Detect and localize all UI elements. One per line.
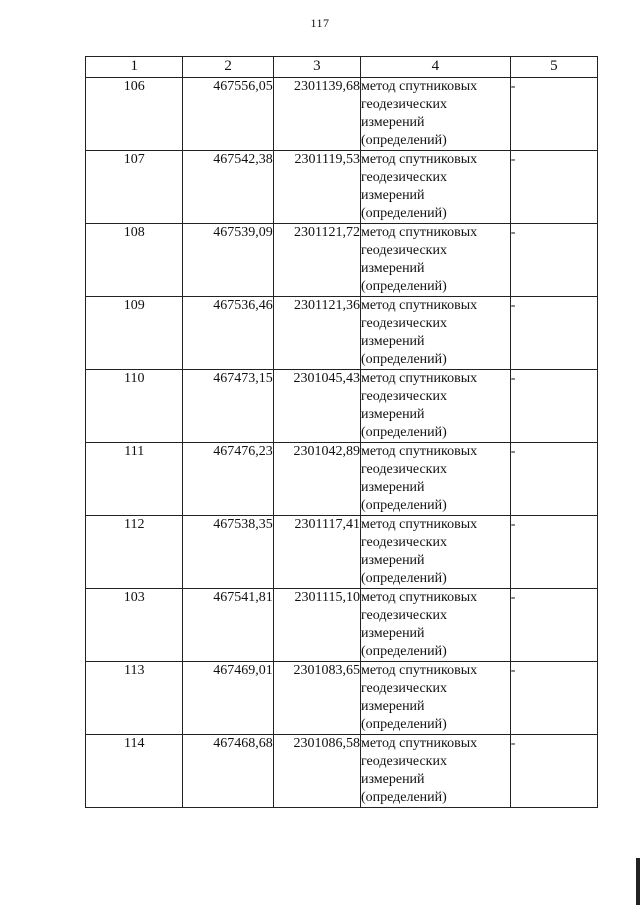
method-line: геодезических <box>360 754 447 769</box>
coordinate-x: 467541,81 <box>183 589 273 662</box>
column-header: 3 <box>273 57 360 78</box>
method-line: геодезических <box>360 462 447 477</box>
method-line: (определений) <box>360 352 447 367</box>
method-line: (определений) <box>360 425 447 440</box>
coordinate-y: 2301042,89 <box>273 443 360 516</box>
method-line: (определений) <box>360 279 447 294</box>
table-row <box>86 662 598 735</box>
point-number: 114 <box>86 735 183 808</box>
table-row <box>86 151 598 224</box>
method-cell <box>360 78 510 151</box>
method-line: измерений <box>360 699 425 714</box>
note-cell: - <box>510 735 597 808</box>
coordinate-y: 2301086,58 <box>273 735 360 808</box>
method-line: метод спутниковых <box>360 517 478 532</box>
method-line: (определений) <box>360 717 447 732</box>
method-cell <box>360 735 510 808</box>
coordinate-x: 467556,05 <box>183 78 273 151</box>
method-line: геодезических <box>360 535 447 550</box>
note-cell: - <box>510 443 597 516</box>
method-line: геодезических <box>360 170 447 185</box>
method-line: измерений <box>360 407 425 422</box>
coordinate-x: 467539,09 <box>183 224 273 297</box>
table-row <box>86 224 598 297</box>
point-number: 103 <box>86 589 183 662</box>
table-row <box>86 589 598 662</box>
table-row <box>86 516 598 589</box>
method-line: геодезических <box>360 316 447 331</box>
method-line: измерений <box>360 553 425 568</box>
method-line: геодезических <box>360 681 447 696</box>
coordinate-x: 467468,68 <box>183 735 273 808</box>
method-cell <box>360 589 510 662</box>
method-line: метод спутниковых <box>360 298 478 313</box>
column-header: 5 <box>510 57 597 78</box>
point-number: 110 <box>86 370 183 443</box>
method-line: измерений <box>360 772 425 787</box>
point-number: 111 <box>86 443 183 516</box>
column-header: 4 <box>360 57 510 78</box>
coordinate-x: 467476,23 <box>183 443 273 516</box>
note-cell: - <box>510 151 597 224</box>
coordinates-table <box>85 56 598 808</box>
method-line: измерений <box>360 188 425 203</box>
page-number: 117 <box>310 16 330 30</box>
table-row <box>86 78 598 151</box>
point-number: 108 <box>86 224 183 297</box>
coordinate-y: 2301121,36 <box>273 297 360 370</box>
point-number: 113 <box>86 662 183 735</box>
method-line: (определений) <box>360 644 447 659</box>
method-line: метод спутниковых <box>360 736 478 751</box>
table-row <box>86 443 598 516</box>
table-row <box>86 735 598 808</box>
method-cell <box>360 224 510 297</box>
method-line: метод спутниковых <box>360 444 478 459</box>
method-cell <box>360 151 510 224</box>
method-line: метод спутниковых <box>360 152 478 167</box>
note-cell: - <box>510 516 597 589</box>
coordinate-x: 467538,35 <box>183 516 273 589</box>
method-line: метод спутниковых <box>360 79 478 94</box>
table-header-row <box>86 57 598 78</box>
scan-edge-mark <box>636 858 640 905</box>
coordinate-y: 2301083,65 <box>273 662 360 735</box>
method-line: измерений <box>360 261 425 276</box>
coordinate-x: 467536,46 <box>183 297 273 370</box>
coordinate-x: 467542,38 <box>183 151 273 224</box>
method-line: измерений <box>360 480 425 495</box>
method-line: метод спутниковых <box>360 590 478 605</box>
method-line: метод спутниковых <box>360 371 478 386</box>
table-row <box>86 370 598 443</box>
coordinate-y: 2301115,10 <box>273 589 360 662</box>
table-row <box>86 297 598 370</box>
method-line: измерений <box>360 115 425 130</box>
method-line: метод спутниковых <box>360 225 478 240</box>
method-line: геодезических <box>360 608 447 623</box>
note-cell: - <box>510 370 597 443</box>
method-line: (определений) <box>360 498 447 513</box>
coordinate-y: 2301139,68 <box>273 78 360 151</box>
coordinate-x: 467469,01 <box>183 662 273 735</box>
method-line: (определений) <box>360 790 447 805</box>
method-cell <box>360 662 510 735</box>
method-cell <box>360 516 510 589</box>
note-cell: - <box>510 78 597 151</box>
method-line: метод спутниковых <box>360 663 478 678</box>
point-number: 112 <box>86 516 183 589</box>
method-line: (определений) <box>360 571 447 586</box>
column-header: 2 <box>183 57 273 78</box>
point-number: 107 <box>86 151 183 224</box>
method-line: геодезических <box>360 389 447 404</box>
method-cell <box>360 443 510 516</box>
note-cell: - <box>510 297 597 370</box>
note-cell: - <box>510 589 597 662</box>
point-number: 106 <box>86 78 183 151</box>
column-header: 1 <box>86 57 183 78</box>
method-line: (определений) <box>360 133 447 148</box>
method-line: измерений <box>360 334 425 349</box>
method-line: геодезических <box>360 97 447 112</box>
coordinate-y: 2301119,53 <box>273 151 360 224</box>
coordinate-y: 2301045,43 <box>273 370 360 443</box>
method-cell <box>360 370 510 443</box>
coordinate-y: 2301121,72 <box>273 224 360 297</box>
method-line: геодезических <box>360 243 447 258</box>
method-line: (определений) <box>360 206 447 221</box>
coordinate-y: 2301117,41 <box>273 516 360 589</box>
note-cell: - <box>510 662 597 735</box>
method-line: измерений <box>360 626 425 641</box>
method-cell <box>360 297 510 370</box>
coordinate-x: 467473,15 <box>183 370 273 443</box>
point-number: 109 <box>86 297 183 370</box>
note-cell: - <box>510 224 597 297</box>
